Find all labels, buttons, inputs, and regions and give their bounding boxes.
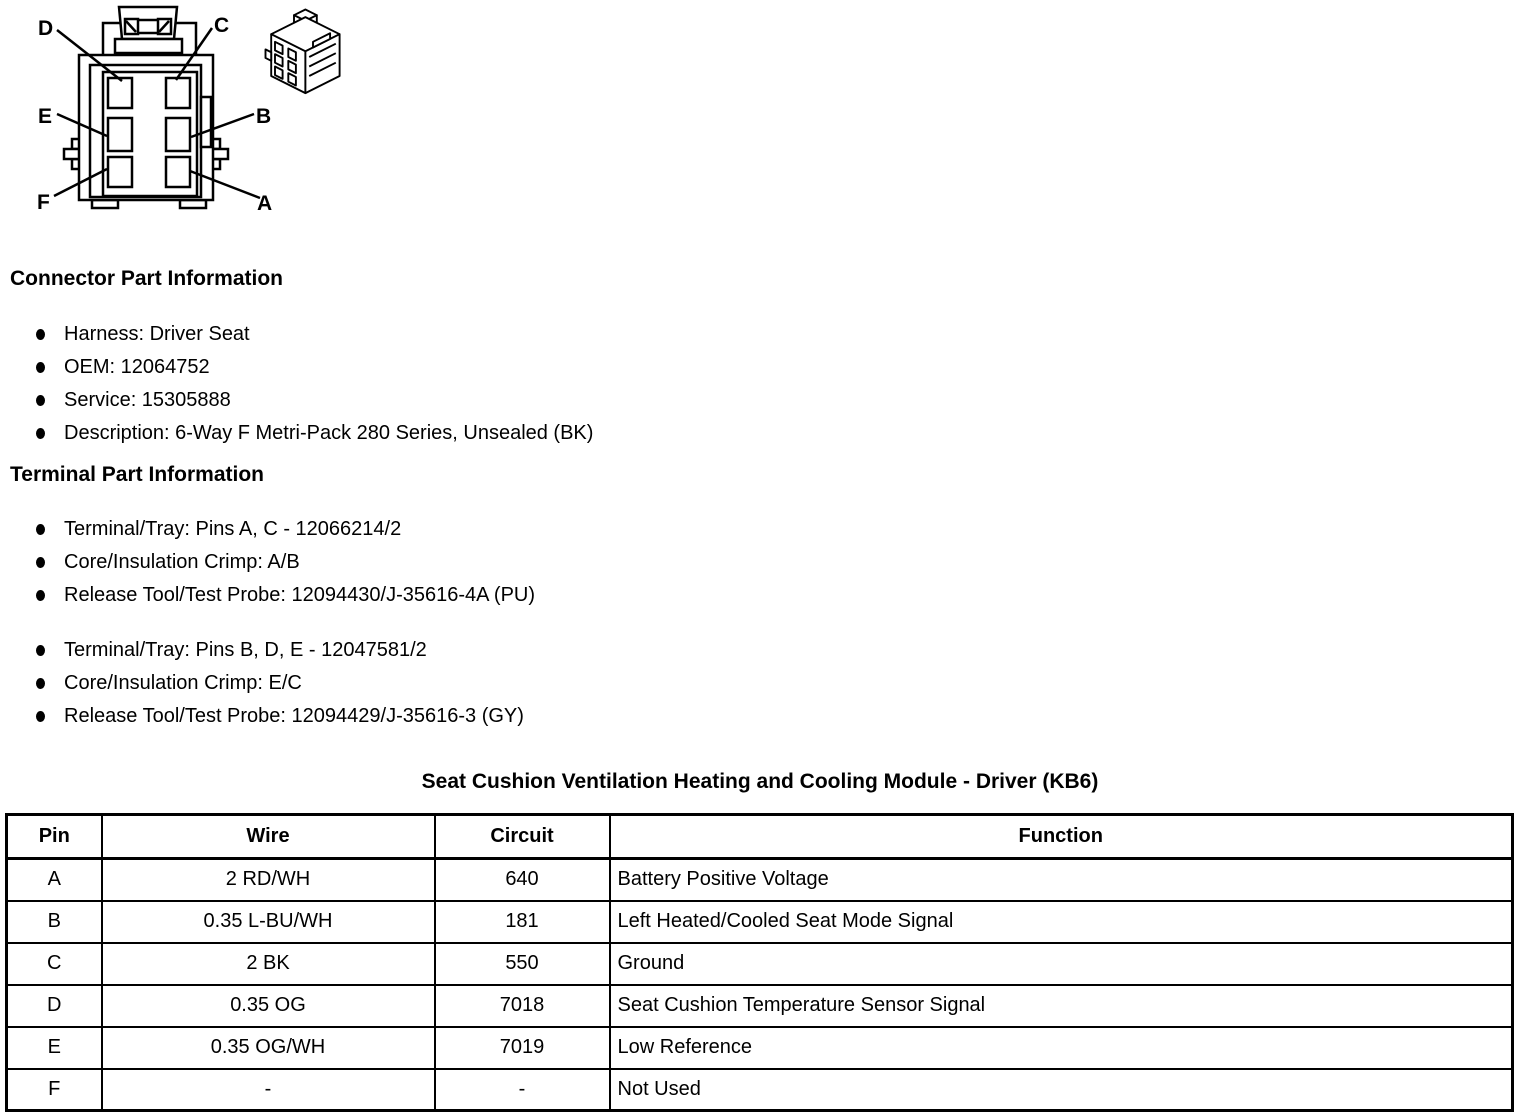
list-item: Release Tool/Test Probe: 12094429/J-35616-3 (GY) xyxy=(0,700,524,733)
pin-cell: A xyxy=(7,859,102,901)
function-cell: Not Used xyxy=(610,1069,1513,1111)
wire-cell: 2 BK xyxy=(102,943,435,985)
wire-cell: 2 RD/WH xyxy=(102,859,435,901)
circuit-cell: - xyxy=(435,1069,610,1111)
pin-cell: D xyxy=(7,985,102,1027)
list-item: Description: 6-Way F Metri-Pack 280 Series, Unsealed (BK) xyxy=(0,417,593,450)
pin-cell: E xyxy=(7,1027,102,1069)
table-row xyxy=(7,1069,1513,1111)
list-item: Terminal/Tray: Pins A, C - 12066214/2 xyxy=(0,513,535,546)
connector-isometric-icon xyxy=(256,0,351,95)
pin-cell: B xyxy=(7,901,102,943)
function-cell: Left Heated/Cooled Seat Mode Signal xyxy=(610,901,1513,943)
table-header-row xyxy=(7,815,1513,859)
pin-cell: F xyxy=(7,1069,102,1111)
pin-label-a: A xyxy=(257,192,273,215)
pin-label-e: E xyxy=(38,105,53,128)
list-item: Harness: Driver Seat xyxy=(0,318,593,351)
list-item: Core/Insulation Crimp: E/C xyxy=(0,667,524,700)
list-item: Terminal/Tray: Pins B, D, E - 12047581/2 xyxy=(0,634,524,667)
column-header-function: Function xyxy=(610,815,1513,859)
circuit-cell: 7018 xyxy=(435,985,610,1027)
wire-cell: 0.35 OG/WH xyxy=(102,1027,435,1069)
connector-part-info-heading: Connector Part Information xyxy=(10,267,284,290)
table-row xyxy=(7,901,1513,943)
pin-label-f: F xyxy=(37,191,50,214)
table-row xyxy=(7,859,1513,901)
terminal-part-info-list-1 xyxy=(0,513,535,612)
function-cell: Ground xyxy=(610,943,1513,985)
function-cell: Low Reference xyxy=(610,1027,1513,1069)
pin-label-b: B xyxy=(256,105,272,128)
terminal-part-info-heading: Terminal Part Information xyxy=(10,463,264,486)
list-item: Service: 15305888 xyxy=(0,384,593,417)
table-row xyxy=(7,943,1513,985)
column-header-pin: Pin xyxy=(7,815,102,859)
table-row xyxy=(7,985,1513,1027)
connector-front-view-icon xyxy=(0,0,300,230)
wire-cell: 0.35 OG xyxy=(102,985,435,1027)
table-row xyxy=(7,1027,1513,1069)
pinout-table xyxy=(5,813,1514,1112)
column-header-circuit: Circuit xyxy=(435,815,610,859)
list-item: OEM: 12064752 xyxy=(0,351,593,384)
function-cell: Battery Positive Voltage xyxy=(610,859,1513,901)
connector-part-info-list xyxy=(0,318,593,450)
pin-label-d: D xyxy=(38,17,54,40)
column-header-wire: Wire xyxy=(102,815,435,859)
circuit-cell: 181 xyxy=(435,901,610,943)
list-item: Release Tool/Test Probe: 12094430/J-35616-4A (PU) xyxy=(0,579,535,612)
circuit-cell: 550 xyxy=(435,943,610,985)
pin-label-c: C xyxy=(214,14,230,37)
wire-cell: - xyxy=(102,1069,435,1111)
wire-cell: 0.35 L-BU/WH xyxy=(102,901,435,943)
function-cell: Seat Cushion Temperature Sensor Signal xyxy=(610,985,1513,1027)
pin-cell: C xyxy=(7,943,102,985)
circuit-cell: 640 xyxy=(435,859,610,901)
circuit-cell: 7019 xyxy=(435,1027,610,1069)
pinout-table-title: Seat Cushion Ventilation Heating and Cooling Module - Driver (KB6) xyxy=(421,770,1099,793)
terminal-part-info-list-2 xyxy=(0,634,524,733)
list-item: Core/Insulation Crimp: A/B xyxy=(0,546,535,579)
